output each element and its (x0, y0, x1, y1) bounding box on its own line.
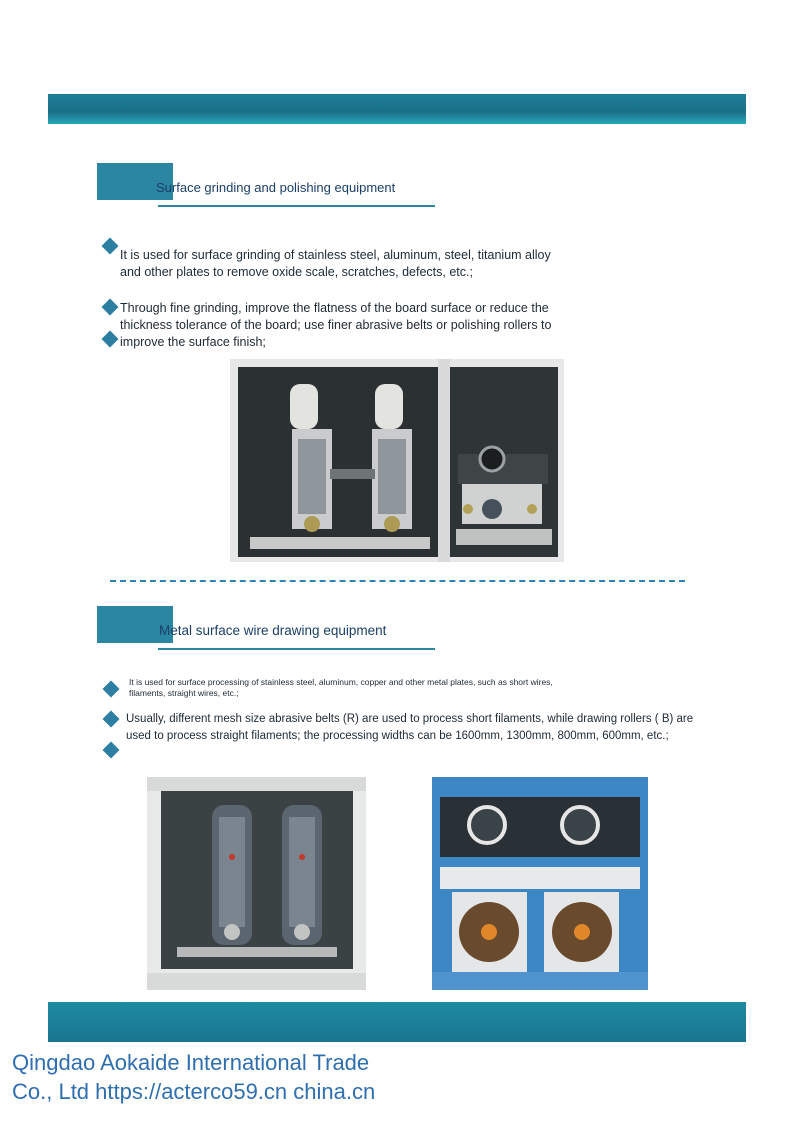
bullet-diamond-icon (102, 331, 119, 348)
section-divider (110, 580, 685, 582)
section1-title: Surface grinding and polishing equipment (156, 180, 396, 195)
header-bar (48, 94, 746, 124)
section2-title: Metal surface wire drawing equipment (159, 623, 387, 638)
bullet-diamond-icon (103, 742, 120, 759)
bullet-diamond-icon (103, 681, 120, 698)
footer-line2: Co., Ltd https://acterco59.cn china.cn (12, 1079, 376, 1104)
section2-bullet1: It is used for surface processing of stainless steel, aluminum, copper and other metal plates, such as short wires, filaments, straight wires, etc.; (129, 677, 553, 698)
bullet-diamond-icon (102, 299, 119, 316)
grinding-machine-photo (230, 359, 564, 562)
wire-drawing-roller-photo (432, 777, 648, 990)
wire-drawing-belt-photo (147, 777, 366, 990)
footer-line1: Qingdao Aokaide International Trade (12, 1050, 370, 1075)
section2-bullet2: Usually, different mesh size abrasive belts (R) are used to process short filaments, while drawing rollers ( B) are used to process straight filaments; the processing widths can be 1600mm, 1300mm, 800mm, 600mm, etc.; (126, 713, 694, 742)
section1-bullet1: It is used for surface grinding of stainless steel, aluminum, steel, titanium alloy and other plates to remove oxide scale, scratches, defects, etc.; (120, 248, 551, 279)
section1-bullet2: Through fine grinding, improve the flatness of the board surface or reduce the thickness tolerance of the board; use finer abrasive belts or polishing rollers to improve the surface finish; (120, 301, 552, 349)
section1-underline (158, 205, 435, 207)
footer-company (12, 1048, 375, 1106)
bullet-diamond-icon (103, 711, 120, 728)
footer-bar (48, 1002, 746, 1042)
bullet-diamond-icon (102, 238, 119, 255)
section2-underline (158, 648, 435, 650)
